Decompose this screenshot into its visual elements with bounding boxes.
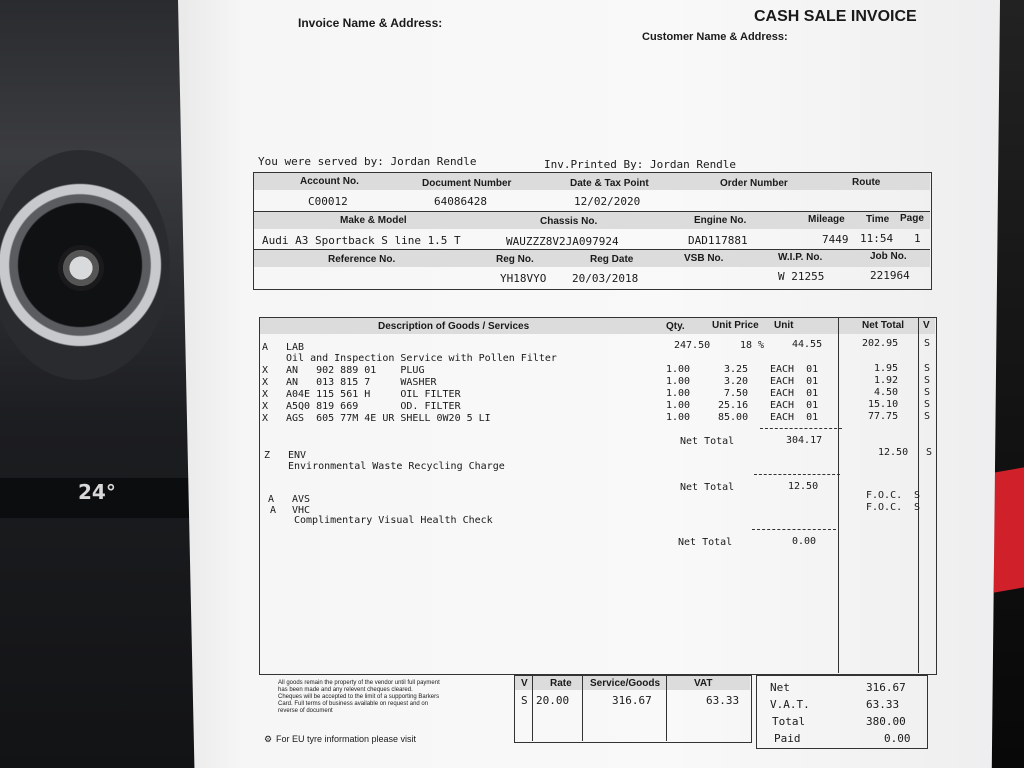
- item-unit: EACH 01: [770, 400, 819, 411]
- item-v: S: [924, 411, 931, 422]
- item-net: 4.50: [874, 387, 899, 398]
- document-value: 64086428: [434, 195, 487, 208]
- page-title: CASH SALE INVOICE: [754, 8, 917, 25]
- vhc-code: VHC: [292, 505, 311, 516]
- car-dashboard: [0, 0, 200, 768]
- total-net-value: 316.67: [866, 681, 906, 694]
- item-vat-code: X: [262, 401, 269, 412]
- net-total-label-2: Net Total: [680, 482, 735, 493]
- invoice-name-label: Invoice Name & Address:: [298, 16, 443, 30]
- order-label: Order Number: [720, 178, 788, 189]
- account-label: Account No.: [300, 176, 359, 187]
- v-header: V: [923, 320, 930, 331]
- terms-line: has been made and any relevent cheques cleared.: [278, 687, 413, 693]
- total-paid-label: Paid: [774, 732, 801, 745]
- vat-vat-header: VAT: [694, 678, 713, 689]
- item-code: AN 902 889 01 PLUG: [286, 365, 425, 376]
- item-unit: EACH 01: [770, 412, 819, 423]
- env-description: Environmental Waste Recycling Charge: [288, 461, 505, 472]
- total-total-label: Total: [772, 715, 806, 728]
- net-total-value-1: 304.17: [786, 435, 823, 446]
- item-net: 1.95: [874, 363, 899, 374]
- item-unit: EACH 01: [770, 364, 819, 375]
- net-total-label-3: Net Total: [678, 537, 733, 548]
- item-net: 202.95: [862, 338, 899, 349]
- reg-value: YH18VYO: [500, 272, 547, 285]
- item-vat-code: X: [262, 377, 269, 388]
- vat-rate-value: 20.00: [536, 694, 570, 707]
- env-code: ENV: [288, 450, 307, 461]
- regdate-value: 20/03/2018: [572, 272, 639, 285]
- total-net-label: Net: [770, 681, 790, 694]
- item-qty: 1.00: [666, 376, 691, 387]
- vsb-label: VSB No.: [684, 253, 724, 264]
- desc-header: Description of Goods / Services: [378, 321, 530, 332]
- regdate-label: Reg Date: [590, 254, 634, 265]
- total-vat-label: V.A.T.: [770, 698, 810, 711]
- terms-line: All goods remain the property of the vendor until full payment: [278, 680, 440, 686]
- env-v: S: [926, 447, 933, 458]
- account-value: C00012: [308, 195, 348, 208]
- vat-goods-value: 316.67: [612, 694, 652, 707]
- date-value: 12/02/2020: [574, 195, 641, 208]
- time-value: 11:54: [860, 232, 894, 245]
- terms-line: Cheques will be accepted to the limit of a supporting Barkers: [278, 694, 440, 700]
- total-vat-value: 63.33: [866, 698, 900, 711]
- env-vat-code: Z: [264, 450, 271, 461]
- item-qty: 1.00: [666, 388, 691, 399]
- printed-by: Inv.Printed By: Jordan Rendle: [544, 158, 737, 171]
- document-label: Document Number: [422, 178, 512, 189]
- item-price: 3.25: [724, 364, 749, 375]
- total-paid-value: 0.00: [884, 732, 911, 745]
- env-net: 12.50: [878, 447, 909, 458]
- vhc-vat-code: A: [270, 505, 277, 516]
- item-v: S: [924, 387, 931, 398]
- date-label: Date & Tax Point: [570, 178, 649, 189]
- item-v: S: [924, 363, 931, 374]
- item-code: A5Q0 819 669 OD. FILTER: [286, 401, 461, 412]
- item-code: AGS 605 77M 4E UR SHELL 0W20 5 LI: [286, 413, 491, 424]
- net-total-header: Net Total: [862, 320, 905, 331]
- item-vat-code: X: [262, 389, 269, 400]
- vat-goods-header: Service/Goods: [590, 678, 661, 689]
- vhc-net: F.O.C.: [866, 502, 903, 513]
- item-net: 15.10: [868, 399, 899, 410]
- terms-line: reverse of document: [278, 708, 333, 714]
- vhc-description: Complimentary Visual Health Check: [294, 515, 493, 526]
- item-price: 3.20: [724, 376, 749, 387]
- reg-label: Reg No.: [496, 254, 534, 265]
- tyre-icon: ⚙: [264, 734, 273, 744]
- item-price: 18 %: [740, 340, 765, 351]
- net-total-label-1: Net Total: [680, 436, 735, 447]
- item-code: AN 013 815 7 WASHER: [286, 377, 437, 388]
- wip-value: W 21255: [778, 270, 825, 283]
- item-qty: 1.00: [666, 364, 691, 375]
- make-label: Make & Model: [340, 215, 407, 226]
- avs-net: F.O.C.: [866, 490, 903, 501]
- item-price: 85.00: [718, 412, 749, 423]
- vat-rate-header: Rate: [550, 678, 572, 689]
- qty-header: Qty.: [666, 321, 685, 332]
- net-total-value-3: 0.00: [792, 536, 817, 547]
- chassis-value: WAUZZZ8V2JA097924: [506, 235, 619, 248]
- avs-code: AVS: [292, 494, 311, 505]
- item-vat-code: A: [262, 342, 269, 353]
- served-by: You were served by: Jordan Rendle: [258, 155, 477, 168]
- page-value: 1: [914, 232, 921, 245]
- item-description: Oil and Inspection Service with Pollen Filter: [286, 353, 557, 364]
- job-value: 221964: [870, 269, 910, 282]
- avs-vat-code: A: [268, 494, 275, 505]
- time-label: Time: [866, 214, 890, 225]
- item-unit: EACH 01: [770, 388, 819, 399]
- vat-v-value: S: [521, 694, 528, 707]
- eu-tyre-text: For EU tyre information please visit: [276, 734, 417, 744]
- item-net: 1.92: [874, 375, 899, 386]
- net-total-value-2: 12.50: [788, 481, 819, 492]
- page-label: Page: [900, 213, 924, 224]
- make-value: Audi A3 Sportback S line 1.5 T: [262, 234, 461, 247]
- customer-name-label: Customer Name & Address:: [642, 31, 788, 43]
- item-unit: EACH 01: [770, 376, 819, 387]
- item-vat-code: X: [262, 365, 269, 376]
- item-code: LAB: [286, 342, 305, 353]
- unit-price-header: Unit Price: [712, 320, 759, 331]
- chassis-label: Chassis No.: [540, 216, 598, 227]
- item-qty: 1.00: [666, 412, 691, 423]
- temperature-readout: 24°: [78, 480, 116, 504]
- item-net: 77.75: [868, 411, 899, 422]
- total-total-value: 380.00: [866, 715, 906, 728]
- route-label: Route: [852, 177, 881, 188]
- mileage-label: Mileage: [808, 214, 845, 225]
- item-vat-code: X: [262, 413, 269, 424]
- item-price: 25.16: [718, 400, 749, 411]
- items-header: [260, 318, 935, 334]
- item-unit: 44.55: [792, 339, 823, 350]
- vat-v-header: V: [521, 678, 528, 689]
- wip-label: W.I.P. No.: [778, 252, 823, 263]
- vat-vat-value: 63.33: [706, 694, 740, 707]
- item-code: A04E 115 561 H OIL FILTER: [286, 389, 461, 400]
- item-qty: 247.50: [674, 340, 711, 351]
- vent-knob: [58, 245, 104, 291]
- reference-label: Reference No.: [328, 254, 396, 265]
- item-v: S: [924, 399, 931, 410]
- vhc-v: S: [914, 502, 921, 513]
- engine-value: DAD117881: [688, 234, 748, 247]
- item-qty: 1.00: [666, 400, 691, 411]
- mileage-value: 7449: [822, 233, 849, 246]
- terms-line: Card. Full terms of business available on request and on: [278, 701, 429, 707]
- avs-v: S: [914, 490, 921, 501]
- item-v: S: [924, 338, 931, 349]
- unit-header: Unit: [774, 320, 794, 331]
- job-label: Job No.: [870, 251, 907, 262]
- engine-label: Engine No.: [694, 215, 747, 226]
- item-v: S: [924, 375, 931, 386]
- red-tag: [994, 467, 1024, 592]
- item-price: 7.50: [724, 388, 749, 399]
